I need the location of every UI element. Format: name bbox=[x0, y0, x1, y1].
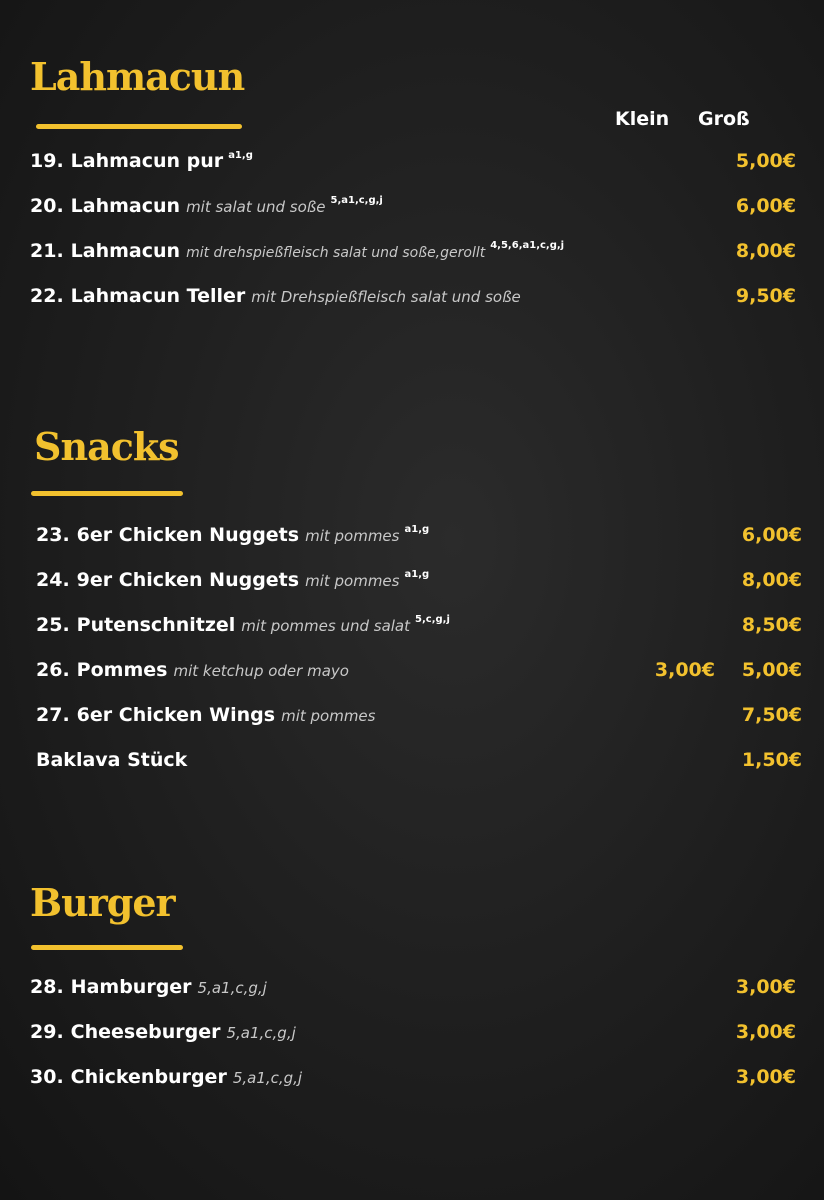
item-number: 30. bbox=[30, 1066, 64, 1088]
item-number: 27. bbox=[36, 704, 70, 726]
item-name: Lahmacun Teller bbox=[70, 285, 246, 307]
item-allergen-codes: a1,g bbox=[404, 524, 430, 535]
column-header-small: Klein bbox=[615, 108, 670, 130]
item-price: 8,00€ bbox=[735, 240, 796, 262]
section-title-burger: Burger bbox=[30, 880, 175, 925]
item-number: 19. bbox=[30, 150, 64, 172]
item-allergen-codes: 5,c,g,j bbox=[415, 614, 450, 625]
item-allergen-codes: 5,a1,c,g,j bbox=[330, 195, 383, 206]
item-description: mit pommes bbox=[305, 572, 400, 590]
item-description: mit salat und soße bbox=[186, 198, 326, 216]
column-header-large: Groß bbox=[698, 108, 750, 130]
menu-item bbox=[0, 150, 824, 180]
section-underline bbox=[31, 945, 183, 950]
item-allergen-codes: 4,5,6,a1,c,g,j bbox=[490, 240, 565, 251]
item-name: Lahmacun pur bbox=[70, 150, 224, 172]
menu-item bbox=[0, 524, 824, 554]
item-name: Lahmacun bbox=[70, 195, 181, 217]
item-number: 21. bbox=[30, 240, 64, 262]
menu-item bbox=[0, 285, 824, 315]
item-price: 5,00€ bbox=[741, 659, 802, 681]
item-price: 1,50€ bbox=[741, 749, 802, 771]
menu-item bbox=[0, 569, 824, 599]
item-price: 8,50€ bbox=[741, 614, 802, 636]
item-price-small: 3,00€ bbox=[654, 659, 715, 681]
item-allergen-codes: a1,g bbox=[404, 569, 430, 580]
item-number: 29. bbox=[30, 1021, 64, 1043]
item-number: 26. bbox=[36, 659, 70, 681]
item-price: 6,00€ bbox=[741, 524, 802, 546]
item-allergen-codes: a1,g bbox=[228, 150, 253, 161]
menu-item bbox=[0, 1066, 824, 1096]
item-name: Putenschnitzel bbox=[76, 614, 236, 636]
item-description: mit ketchup oder mayo bbox=[173, 662, 349, 680]
item-number: 28. bbox=[30, 976, 64, 998]
menu-item bbox=[0, 1021, 824, 1051]
menu-item bbox=[0, 659, 824, 689]
item-description: mit pommes bbox=[281, 707, 376, 725]
item-allergen-codes: 5,a1,c,g,j bbox=[226, 1024, 296, 1042]
item-name: 9er Chicken Nuggets bbox=[76, 569, 300, 591]
section-underline bbox=[31, 491, 183, 496]
item-name: Cheeseburger bbox=[70, 1021, 221, 1043]
item-price: 8,00€ bbox=[741, 569, 802, 591]
item-name: 6er Chicken Wings bbox=[76, 704, 276, 726]
item-number: 25. bbox=[36, 614, 70, 636]
menu-item bbox=[0, 195, 824, 225]
item-price: 3,00€ bbox=[735, 976, 796, 998]
item-name: Pommes bbox=[76, 659, 168, 681]
item-price: 9,50€ bbox=[735, 285, 796, 307]
menu-item bbox=[0, 749, 824, 779]
item-price: 7,50€ bbox=[741, 704, 802, 726]
menu-item bbox=[0, 240, 824, 270]
item-allergen-codes: 5,a1,c,g,j bbox=[197, 979, 267, 997]
item-name: 6er Chicken Nuggets bbox=[76, 524, 300, 546]
item-description: mit pommes und salat bbox=[241, 617, 411, 635]
item-description: mit pommes bbox=[305, 527, 400, 545]
item-description: mit drehspießfleisch salat und soße,gerollt bbox=[186, 245, 486, 261]
section-title-snacks: Snacks bbox=[34, 424, 179, 469]
item-number: 22. bbox=[30, 285, 64, 307]
item-number: 23. bbox=[36, 524, 70, 546]
item-price: 3,00€ bbox=[735, 1021, 796, 1043]
item-price: 5,00€ bbox=[735, 150, 796, 172]
item-name: Chickenburger bbox=[70, 1066, 227, 1088]
item-price: 6,00€ bbox=[735, 195, 796, 217]
menu-item bbox=[0, 704, 824, 734]
menu-item bbox=[0, 976, 824, 1006]
item-name: Baklava Stück bbox=[36, 749, 188, 771]
item-name: Hamburger bbox=[70, 976, 192, 998]
section-underline bbox=[36, 124, 242, 129]
item-allergen-codes: 5,a1,c,g,j bbox=[232, 1069, 303, 1087]
item-price: 3,00€ bbox=[735, 1066, 796, 1088]
item-name: Lahmacun bbox=[70, 240, 181, 262]
menu-item bbox=[0, 614, 824, 644]
section-title-lahmacun: Lahmacun bbox=[30, 54, 245, 99]
item-number: 20. bbox=[30, 195, 64, 217]
item-number: 24. bbox=[36, 569, 70, 591]
item-description: mit Drehspießfleisch salat und soße bbox=[251, 288, 521, 306]
